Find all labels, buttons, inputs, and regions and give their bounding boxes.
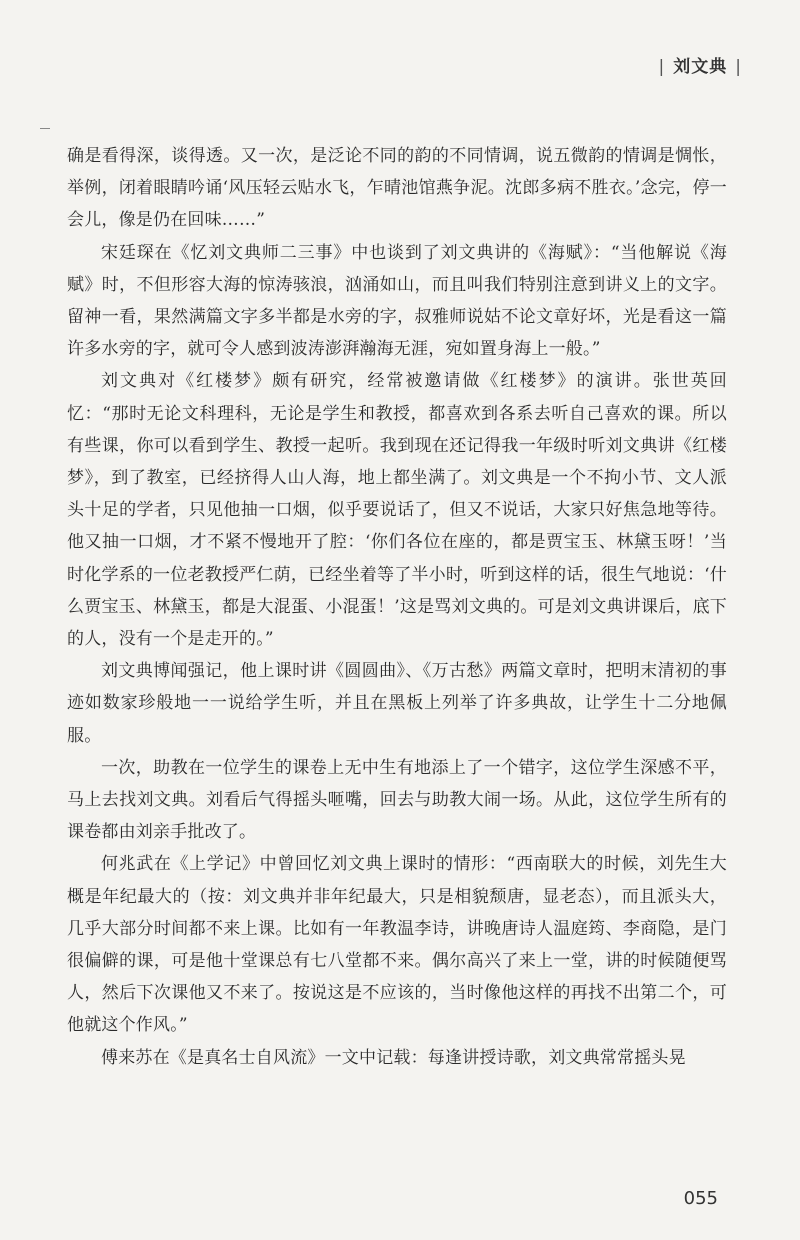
running-header: [651, 52, 750, 77]
header-bar-left: |: [658, 57, 666, 77]
chapter-title: 刘文典: [673, 57, 728, 77]
paragraph-4: 刘文典博闻强记，他上课时讲《圆圆曲》、《万古愁》两篇文章时，把明末清初的事迹如数家珍般地一一说给学生听，并且在黑板上列举了许多典故，让学生十二分地佩服。: [67, 661, 727, 746]
paragraph-1: 确是看得深，谈得透。又一次，是泛论不同的韵的不同情调，说五微韵的情调是惆怅，举例，闭着眼睛吟诵‘风压轻云贴水飞，乍晴池馆燕争泥。沈郎多病不胜衣。’念完，停一会儿，像是仍在回味……”: [67, 146, 727, 231]
gutter-mark: [40, 128, 50, 129]
header-bar-right: |: [735, 57, 742, 77]
paragraph-7: 傅来苏在《是真名士自风流》一文中记载：每逢讲授诗歌，刘文典常常摇头晃: [101, 1047, 686, 1068]
paragraph-2: 宋廷琛在《忆刘文典师二三事》中也谈到了刘文典讲的《海赋》：“当他解说《海赋》时，不但形容大海的惊涛骇浪，汹涌如山，而且叫我们特别注意到讲义上的文字。留神一看，果然满篇文字多半都是水旁的字，叔雅师说姑不论文章好坏，光是看这一篇许多水旁的字，就可令人感到波涛澎湃瀚海无涯，宛如置身海上一般。”: [67, 242, 727, 360]
paragraph-6: 何兆武在《上学记》中曾回忆刘文典上课时的情形：“西南联大的时候，刘先生大概是年纪最大的（按：刘文典并非年纪最大，只是相貌颓唐，显老态），而且派头大，几乎大部分时间都不来上课。比如有一年教温李诗，讲晚唐诗人温庭筠、李商隐，是门很偏僻的课，可是他十堂课总有七八堂都不来。偶尔高兴了来上一堂，讲的时候随便骂人，然后下次课他又不来了。按说这是不应该的，当时像他这样的再找不出第二个，可他就这个作风。”: [67, 854, 727, 1036]
paragraph-5: 一次，助教在一位学生的课卷上无中生有地添上了一个错字，这位学生深感不平，马上去找刘文典。刘看后气得摇头咂嘴，回去与助教大闹一场。从此，这位学生所有的课卷都由刘亲手批改了。: [67, 757, 727, 843]
paragraph-3: 刘文典对《红楼梦》颇有研究，经常被邀请做《红楼梦》的演讲。张世英回忆：“那时无论文科理科，无论是学生和教授，都喜欢到各系去听自己喜欢的课。所以有些课，你可以看到学生、教授一起听。我到现在还记得我一年级时听刘文典讲《红楼梦》，到了教室，已经挤得人山人海，地上都坐满了。刘文典是一个不拘小节、文人派头十足的学者，只见他抽一口烟，似乎要说话了，但又不说话，大家只好焦急地等待。他又抽一口烟，才不紧不慢地开了腔：‘你们各位在座的，都是贾宝玉、林黛玉呀！’当时化学系的一位老教授严仁荫，已经坐着等了半小时，听到这样的话，很生气地说：‘什么贾宝玉、林黛玉，都是大混蛋、小混蛋！’这是骂刘文典的。可是刘文典讲课后，底下的人，没有一个是走开的。”: [67, 371, 727, 650]
page-number: 055: [683, 1188, 718, 1209]
body-text: [67, 140, 727, 1074]
